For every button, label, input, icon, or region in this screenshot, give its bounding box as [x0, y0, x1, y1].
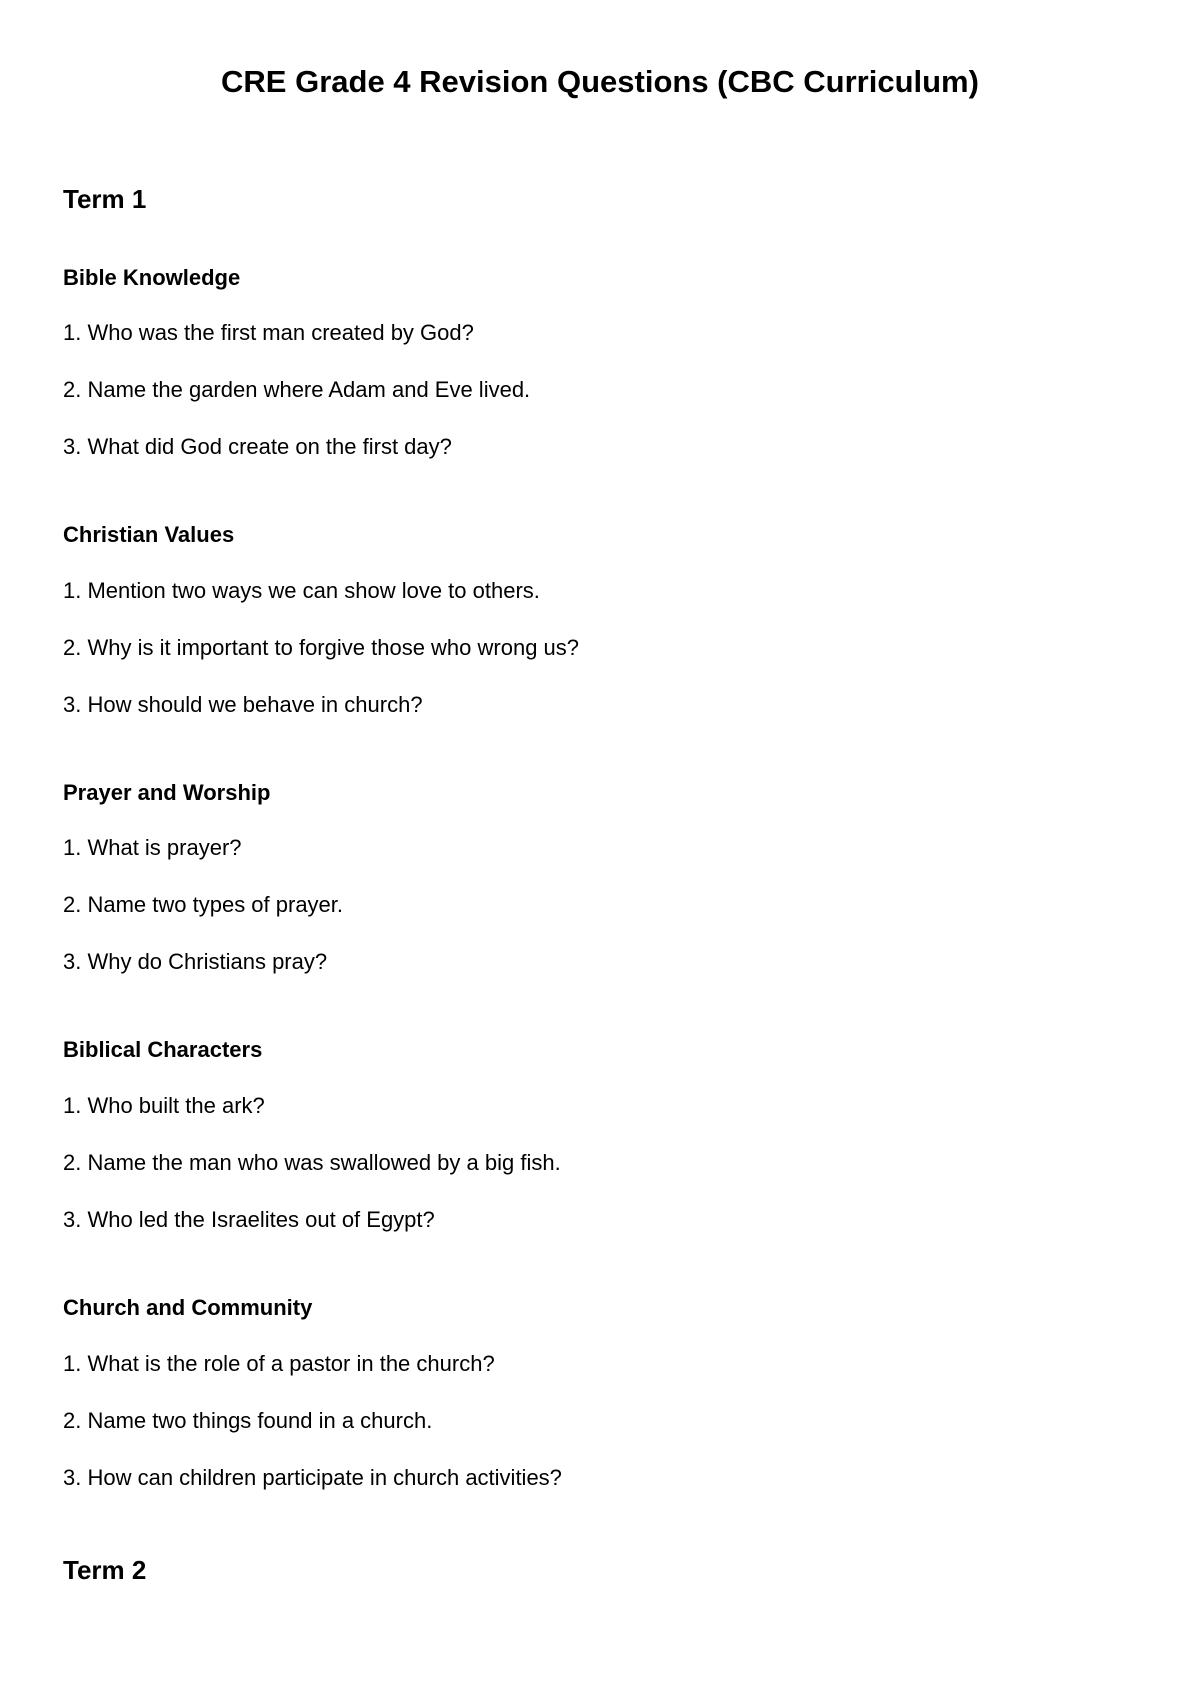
question-item: 2. Name two types of prayer. — [63, 892, 344, 917]
question-item: 2. Name the man who was swallowed by a big fish. — [63, 1150, 561, 1175]
question-item: 1. What is prayer? — [63, 835, 242, 860]
section-heading-church-and-community: Church and Community — [63, 1295, 313, 1320]
question-item: 1. Mention two ways we can show love to others. — [63, 578, 540, 603]
section-heading-bible-knowledge: Bible Knowledge — [63, 265, 241, 290]
section-heading-prayer-and-worship: Prayer and Worship — [63, 780, 271, 805]
page-title: CRE Grade 4 Revision Questions (CBC Curriculum) — [221, 64, 979, 99]
question-item: 1. Who built the ark? — [63, 1093, 265, 1118]
question-item: 3. How can children participate in church activities? — [63, 1465, 562, 1490]
question-item: 3. How should we behave in church? — [63, 692, 423, 717]
question-item: 2. Name the garden where Adam and Eve lived. — [63, 377, 531, 402]
question-item: 1. Who was the first man created by God? — [63, 320, 474, 345]
question-item: 3. Why do Christians pray? — [63, 949, 328, 974]
question-item: 3. Who led the Israelites out of Egypt? — [63, 1207, 435, 1232]
term-heading-2: Term 2 — [63, 1555, 147, 1585]
question-item: 2. Name two things found in a church. — [63, 1408, 433, 1433]
section-heading-biblical-characters: Biblical Characters — [63, 1037, 263, 1062]
section-heading-christian-values: Christian Values — [63, 522, 235, 547]
term-heading-1: Term 1 — [63, 184, 147, 214]
question-item: 3. What did God create on the first day? — [63, 434, 452, 459]
question-item: 1. What is the role of a pastor in the church? — [63, 1351, 495, 1376]
question-item: 2. Why is it important to forgive those who wrong us? — [63, 635, 580, 660]
